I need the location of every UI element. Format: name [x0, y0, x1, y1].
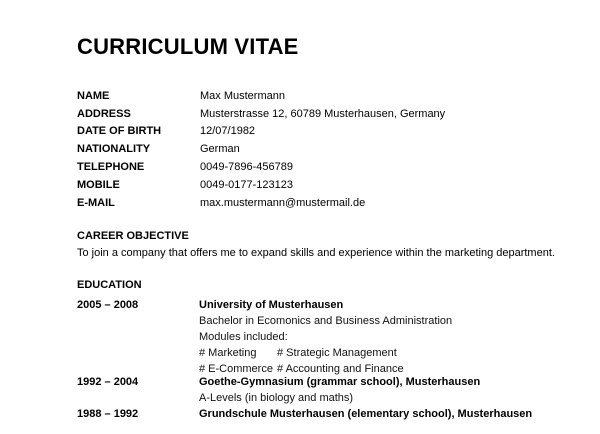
module-item: # E-Commerce [199, 363, 273, 375]
education-years: 2005 – 2008 [77, 299, 139, 311]
education-years: 1988 – 1992 [77, 408, 139, 420]
modules-row [199, 345, 452, 361]
education-details [199, 297, 452, 377]
education-degree: Bachelor in Ecomonics and Business Administration [199, 315, 453, 327]
education-details [199, 406, 532, 422]
date-of-birth-label: DATE OF BIRTH [77, 125, 162, 137]
module-item: # Strategic Management [277, 347, 397, 359]
career-objective-text: To join a company that offers me to expand skills and experience within the marketing department. [77, 247, 555, 259]
nationality-value: German [200, 143, 240, 155]
telephone-label: TELEPHONE [77, 161, 145, 173]
career-objective-heading: CAREER OBJECTIVE [77, 230, 189, 242]
date-of-birth-value: 12/07/1982 [200, 125, 256, 137]
modules-label: Modules included: [199, 331, 288, 343]
education-details [199, 374, 480, 406]
name-value: Max Mustermann [200, 90, 285, 102]
address-label: ADDRESS [77, 108, 131, 120]
name-label: NAME [77, 90, 110, 102]
education-institution: Goethe-Gymnasium (grammar school), Musterhausen [199, 376, 481, 388]
document-title: CURRICULUM VITAE [77, 34, 299, 59]
education-degree: A-Levels (in biology and maths) [199, 392, 354, 404]
education-years: 1992 – 2004 [77, 376, 139, 388]
education-institution: Grundschule Musterhausen (elementary school), Musterhausen [199, 408, 533, 420]
telephone-value: 0049-7896-456789 [200, 161, 293, 173]
education-institution: University of Musterhausen [199, 299, 344, 311]
nationality-label: NATIONALITY [77, 143, 151, 155]
email-value: max.mustermann@mustermail.de [200, 197, 366, 209]
education-heading: EDUCATION [77, 279, 142, 291]
email-label: E-MAIL [77, 197, 115, 209]
mobile-label: MOBILE [77, 179, 120, 191]
module-item: # Marketing [199, 347, 257, 359]
mobile-value: 0049-0177-123123 [200, 179, 293, 191]
address-value: Musterstrasse 12, 60789 Musterhausen, Germany [200, 108, 446, 120]
module-item: # Accounting and Finance [277, 363, 404, 375]
